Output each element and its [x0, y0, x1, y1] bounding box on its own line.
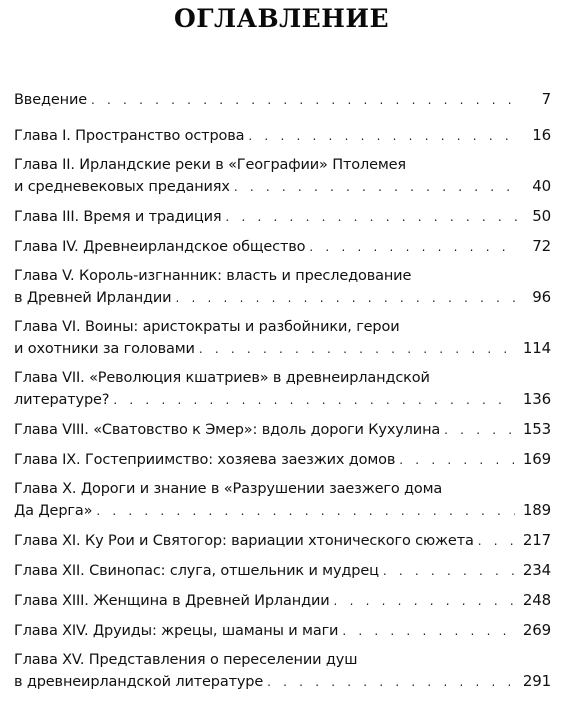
toc-entry-title-continued: Да Дерга» [14, 503, 93, 519]
dot-leader [399, 450, 515, 471]
dot-leader [113, 390, 514, 411]
toc-entry[interactable] [14, 479, 551, 522]
toc-entry-title: Глава XII. Свинопас: слуга, отшельник и мудрец [14, 563, 379, 579]
toc-entry-title: Глава V. Король-изгнанник: власть и преследование [14, 268, 412, 284]
toc-entry-title: Глава VIII. «Сватовство к Эмер»: вдоль дороги Кухулина [14, 422, 441, 438]
toc-page-number: 136 [522, 390, 551, 408]
toc-page-number: 16 [532, 126, 551, 144]
toc-line [14, 338, 551, 360]
toc-entry[interactable] [14, 89, 551, 111]
dot-leader [342, 621, 515, 642]
toc-entry-title: Глава VI. Воины: аристократы и разбойники, герои [14, 319, 400, 335]
toc-page-number: 7 [541, 90, 551, 108]
toc-entry[interactable] [14, 266, 551, 309]
toc-entry-title-continued: в древнеирландской литературе [14, 674, 264, 690]
toc-entry[interactable] [14, 449, 551, 471]
toc-entry-title: Введение [14, 92, 87, 108]
toc-entry[interactable] [14, 155, 551, 198]
toc-entry-title: Глава XV. Представления о переселении душ [14, 652, 358, 668]
toc-line [14, 266, 551, 287]
toc-page-number: 72 [532, 237, 551, 255]
toc-line [14, 530, 551, 552]
toc-line [14, 620, 551, 642]
toc-page-number: 234 [522, 561, 551, 579]
page-title: ОГЛАВЛЕНИЕ [173, 4, 390, 33]
toc-entry[interactable] [14, 650, 551, 693]
toc-entry[interactable] [14, 206, 551, 228]
toc-page-number: 96 [532, 288, 551, 306]
toc-line [14, 89, 551, 111]
toc-line [14, 449, 551, 471]
toc-line [14, 317, 551, 338]
toc-entry-title: Глава VII. «Революция кшатриев» в древнеирландской [14, 370, 430, 386]
toc-entry-title: Глава XI. Ку Рои и Святогор: вариации хтонического сюжета [14, 533, 474, 549]
toc-entry-title-continued: в Древней Ирландии [14, 290, 172, 306]
toc-line [14, 479, 551, 500]
dot-leader [478, 531, 515, 552]
toc-line [14, 650, 551, 671]
dot-leader [267, 672, 515, 693]
toc-entry[interactable] [14, 236, 551, 258]
toc-line [14, 236, 551, 258]
dot-leader [444, 420, 515, 441]
toc-line [14, 389, 551, 411]
toc-entry-title: Глава XIII. Женщина в Древней Ирландии [14, 593, 330, 609]
dot-leader [91, 90, 519, 111]
toc-line [14, 419, 551, 441]
dot-leader [383, 561, 515, 582]
toc-entry[interactable] [14, 620, 551, 642]
toc-line [14, 560, 551, 582]
toc-entry-title-continued: и охотники за головами [14, 341, 195, 357]
toc-entry-title: Глава X. Дороги и знание в «Разрушении заезжего дома [14, 481, 443, 497]
toc-page-number: 248 [522, 591, 551, 609]
toc-page-number: 217 [522, 531, 551, 549]
toc-entry-title: Глава II. Ирландские реки в «Географии» Птолемея [14, 157, 407, 173]
toc-entry[interactable] [14, 590, 551, 612]
toc-entry[interactable] [14, 317, 551, 360]
dot-leader [175, 288, 519, 309]
toc-page-number: 189 [522, 501, 551, 519]
toc-page-number: 269 [522, 621, 551, 639]
toc-line [14, 206, 551, 228]
toc-entry-title: Глава IV. Древнеирландское общество [14, 239, 306, 255]
dot-leader [309, 237, 519, 258]
toc-entry-title: Глава XIV. Друиды: жрецы, шаманы и маги [14, 623, 339, 639]
toc-line [14, 671, 551, 693]
toc-line [14, 590, 551, 612]
toc-line [14, 125, 551, 147]
toc-line [14, 155, 551, 176]
toc-entry-title: Глава I. Пространство острова [14, 128, 245, 144]
table-of-contents [14, 89, 551, 701]
toc-entry-title: Глава III. Время и традиция [14, 209, 222, 225]
toc-page-number: 169 [522, 450, 551, 468]
toc-entry-title-continued: и средневековых преданиях [14, 179, 230, 195]
toc-page-number: 153 [522, 420, 551, 438]
dot-leader [234, 177, 519, 198]
dot-leader [334, 591, 515, 612]
toc-entry[interactable] [14, 530, 551, 552]
toc-entry[interactable] [14, 125, 551, 147]
toc-entry[interactable] [14, 419, 551, 441]
toc-page-number: 291 [522, 672, 551, 690]
toc-line [14, 368, 551, 389]
toc-line [14, 500, 551, 522]
toc-page-number: 40 [532, 177, 551, 195]
toc-line [14, 287, 551, 309]
toc-entry[interactable] [14, 368, 551, 411]
toc-entry[interactable] [14, 560, 551, 582]
toc-line [14, 176, 551, 198]
dot-leader [96, 501, 515, 522]
dot-leader [248, 126, 519, 147]
dot-leader [199, 339, 515, 360]
toc-page-number: 114 [522, 339, 551, 357]
toc-entry-title: Глава IX. Гостеприимство: хозяева заезжих домов [14, 452, 396, 468]
toc-page-number: 50 [532, 207, 551, 225]
toc-entry-title-continued: литературе? [14, 392, 110, 408]
dot-leader [225, 207, 519, 228]
